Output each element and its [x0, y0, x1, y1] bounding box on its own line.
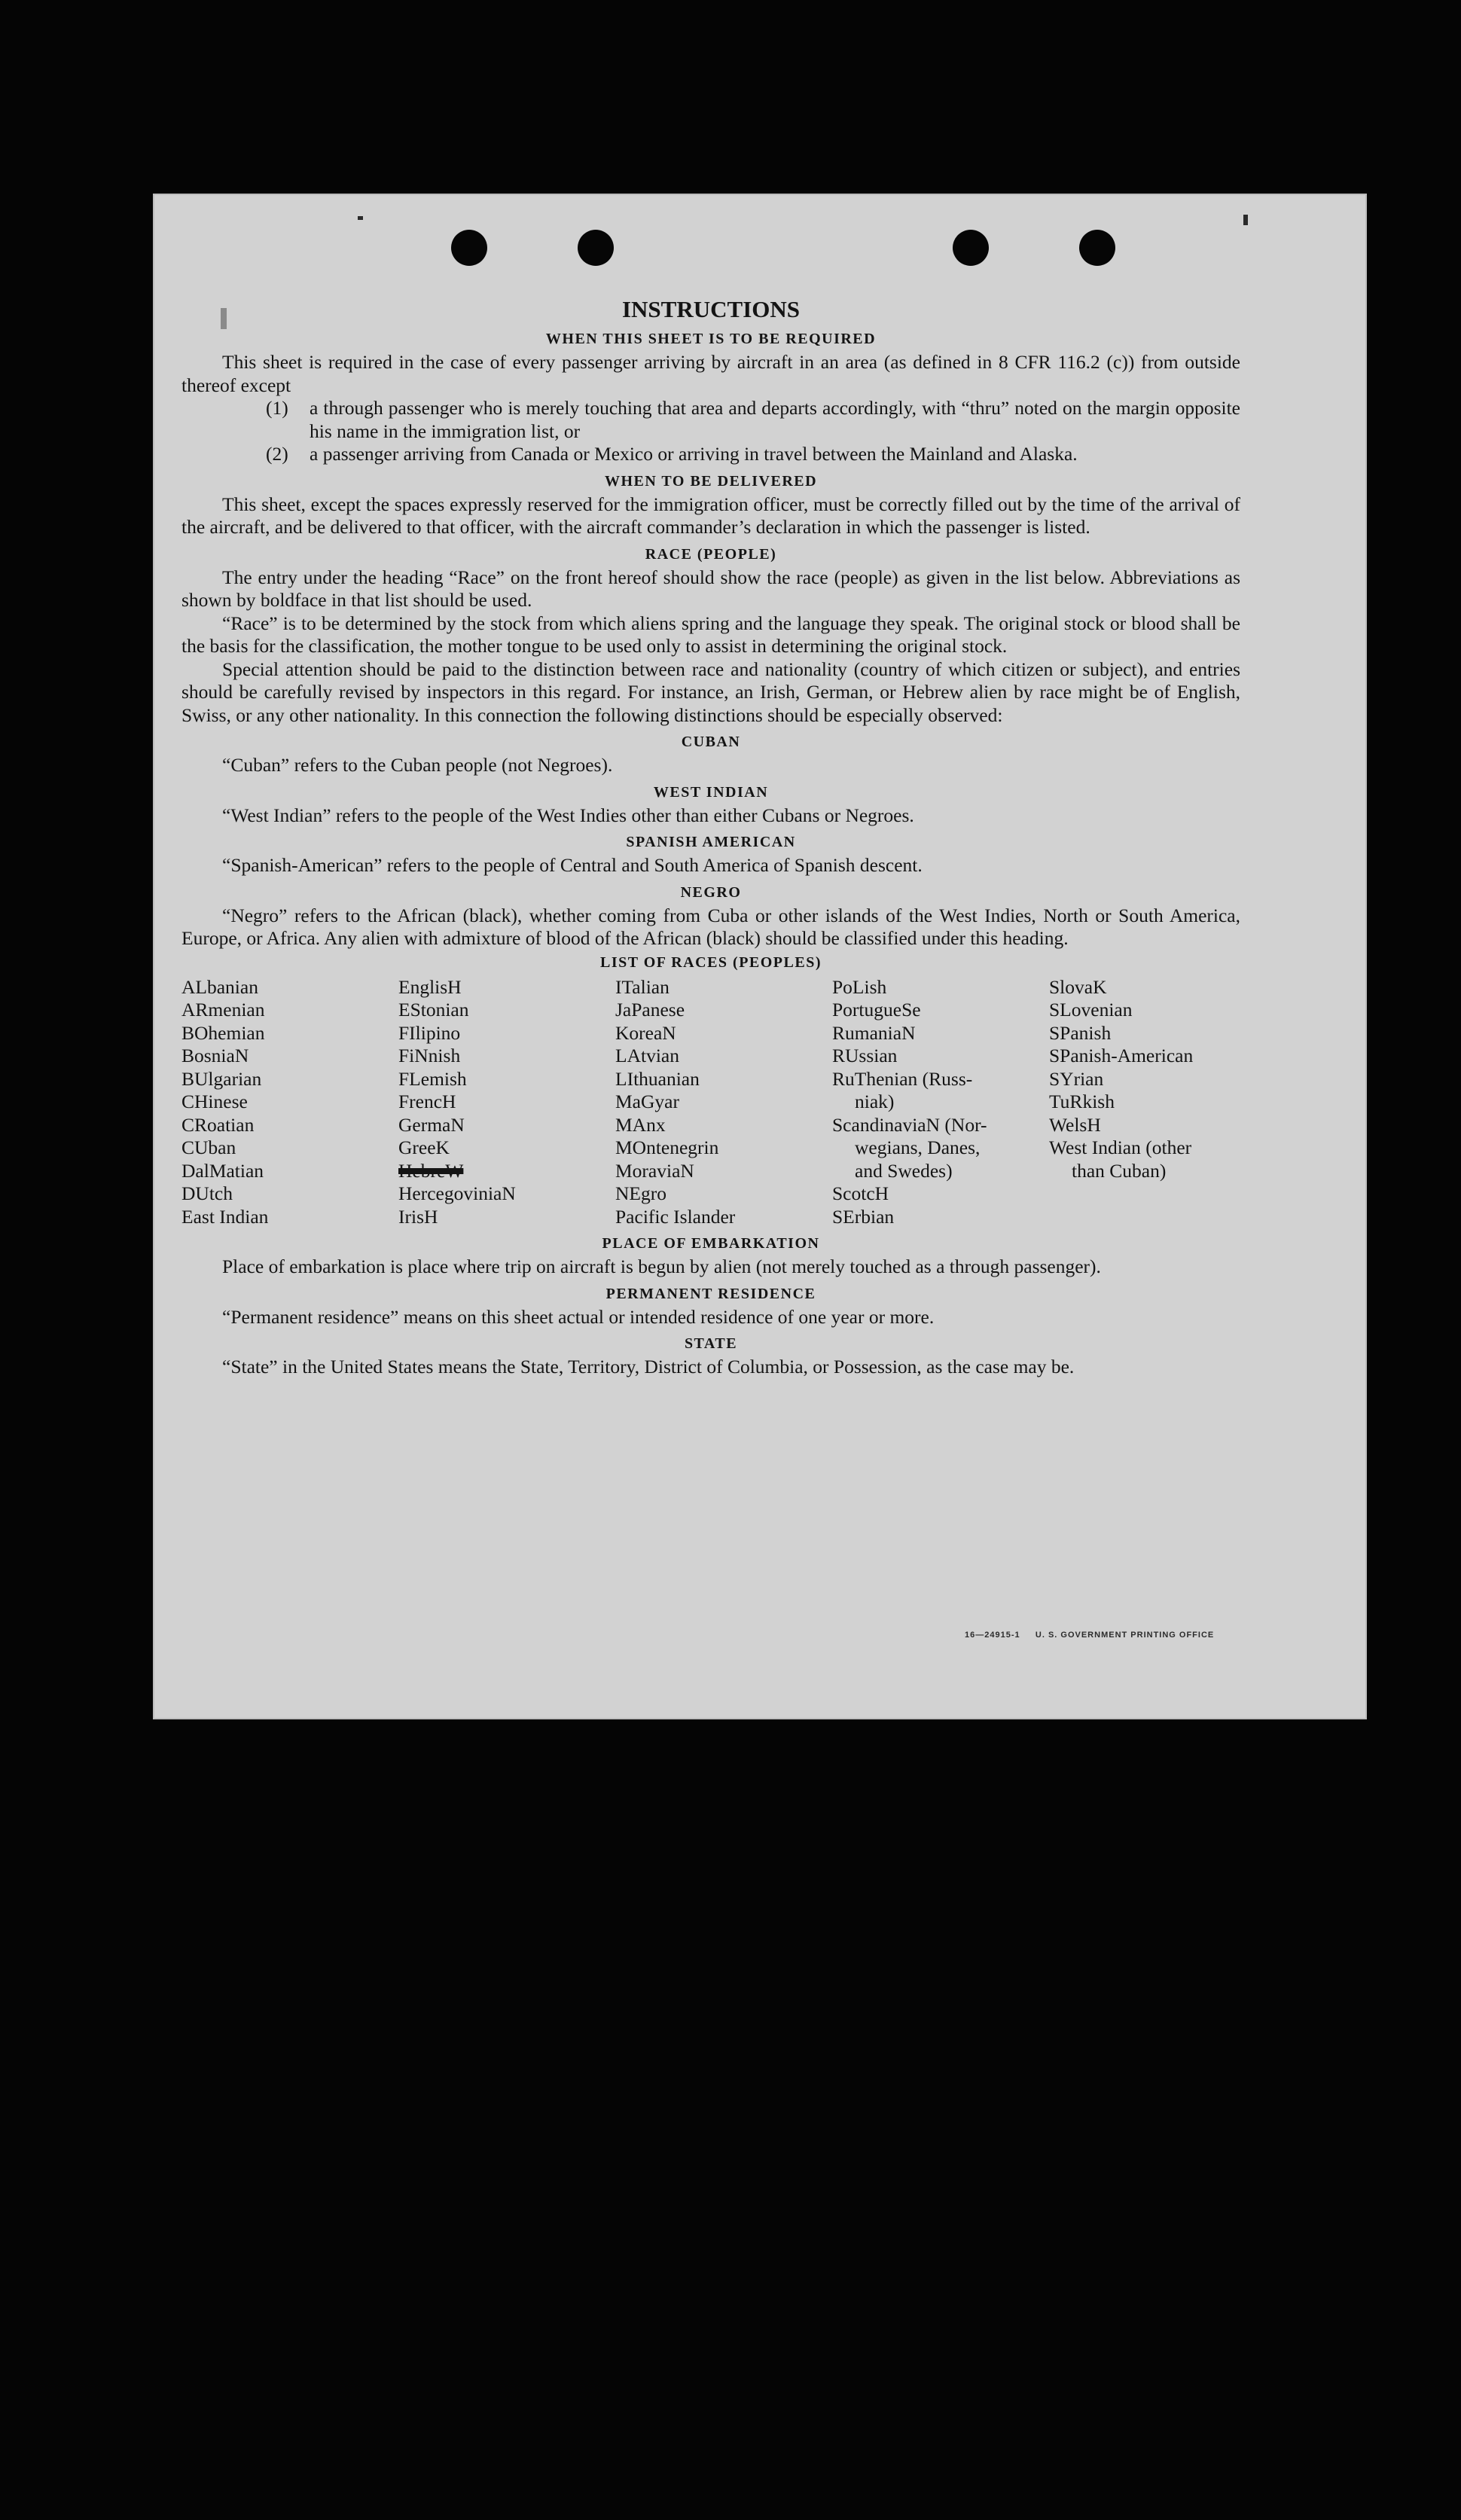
- ink-speck: [358, 216, 363, 220]
- race-entry-continued: and Swedes): [855, 1159, 953, 1182]
- race-entry: WelsH: [1049, 1113, 1101, 1136]
- punch-hole: [1079, 230, 1115, 266]
- race-entry: ScandinaviaN (Nor-: [832, 1113, 987, 1136]
- race-entry: PoLish: [832, 975, 887, 998]
- race-entry: GreeK: [398, 1136, 450, 1158]
- race-entry-continued: wegians, Danes,: [855, 1136, 981, 1158]
- race-entry-continued: niak): [855, 1091, 895, 1112]
- section-heading-when-required: WHEN THIS SHEET IS TO BE REQUIRED: [545, 331, 877, 347]
- document-page: [153, 194, 1367, 1719]
- race-entry: CUban: [181, 1136, 236, 1158]
- race-entry: MoraviaN: [615, 1159, 694, 1182]
- race-entry: West Indian (other: [1049, 1136, 1192, 1158]
- exception-item: [181, 443, 1240, 466]
- race-entry: ScotcH: [832, 1182, 889, 1204]
- race-entry: IrisH: [398, 1205, 438, 1228]
- when-required-intro: This sheet is required in the case of every passenger arriving by aircraft in an area (as defined in 8 CFR 116.2 (c)) from outside thereof except: [181, 351, 1240, 396]
- printer-name: U. S. GOVERNMENT PRINTING OFFICE: [1035, 1631, 1215, 1640]
- instructions-body: [181, 295, 1240, 1379]
- race-entry: CHinese: [181, 1091, 248, 1112]
- race-entry: LIthuanian: [615, 1067, 700, 1090]
- race-entry: PortugueSe: [832, 999, 921, 1021]
- race-entry-struck: HebreW: [398, 1159, 464, 1182]
- race-entry: GermaN: [398, 1113, 465, 1136]
- page-title: INSTRUCTIONS: [621, 296, 800, 322]
- negro-text: “Negro” refers to the African (black), whether coming from Cuba or other islands of the West Indies, North or South America, Europe, or Africa. Any alien with admixture of blood of the African (black) should be classified under this heading.: [181, 904, 1240, 949]
- race-entry: ARmenian: [181, 999, 265, 1021]
- section-heading-residence: PERMANENT RESIDENCE: [605, 1285, 816, 1302]
- race-entry: EnglisH: [398, 975, 462, 998]
- race-entry: DalMatian: [181, 1159, 264, 1182]
- punch-hole: [578, 230, 614, 266]
- race-entry: FLemish: [398, 1067, 467, 1090]
- section-heading-embarkation: PLACE OF EMBARKATION: [602, 1235, 820, 1252]
- list-of-races-heading: LIST OF RACES (PEOPLES): [599, 953, 822, 971]
- race-entry: NEgro: [615, 1182, 666, 1204]
- race-entry: LAtvian: [615, 1045, 679, 1066]
- item-text: a through passenger who is merely touching that area and departs accordingly, with “thru” noted on the margin opposite his name in the immigration list, or: [310, 397, 1240, 442]
- residence-text: “Permanent residence” means on this sheet actual or intended residence of one year or more.: [222, 1305, 935, 1328]
- race-column: [181, 976, 398, 1229]
- race-paragraph: The entry under the heading “Race” on the front hereof should show the race (people) as given in the list below. Abbreviations as shown by boldface in that list should be used.: [181, 566, 1240, 611]
- race-entry: FrencH: [398, 1091, 456, 1112]
- race-entry: Pacific Islander: [615, 1205, 736, 1228]
- race-entry: MaGyar: [615, 1091, 679, 1112]
- form-code: 16—24915-1: [965, 1631, 1020, 1640]
- when-delivered-text: This sheet, except the spaces expressly reserved for the immigration officer, must be correctly filled out by the time of the arrival of the aircraft, and be delivered to that officer, with the aircraft commander’s declaration in which the passenger is listed.: [181, 493, 1240, 538]
- exception-item: [181, 397, 1240, 443]
- race-entry: SPanish-American: [1049, 1045, 1194, 1066]
- race-entry: SYrian: [1049, 1067, 1104, 1090]
- race-entry: DUtch: [181, 1182, 233, 1204]
- race-entry: TuRkish: [1049, 1091, 1115, 1112]
- race-column: [832, 976, 1049, 1229]
- race-paragraph: Special attention should be paid to the distinction between race and nationality (country of which citizen or subject), and entries should be carefully revised by inspectors in this regard. For instance, an Irish, German, or Hebrew alien by race might be of English, Swiss, or any other nationality. In this connection the following distinctions should be especially observed:: [181, 657, 1240, 726]
- state-text: “State” in the United States means the State, Territory, District of Columbia, or Possession, as the case may be.: [222, 1356, 1075, 1377]
- race-entry: BosniaN: [181, 1045, 249, 1066]
- item-text: a passenger arriving from Canada or Mexico or arriving in travel between the Mainland and Alaska.: [310, 443, 1078, 465]
- race-entry: FIlipino: [398, 1021, 461, 1044]
- race-entry: ALbanian: [181, 975, 258, 998]
- race-entry: FiNnish: [398, 1045, 461, 1066]
- race-entry: MAnx: [615, 1113, 666, 1136]
- west-indian-text: “West Indian” refers to the people of the West Indies other than either Cubans or Negroes.: [222, 804, 914, 826]
- section-heading-west-indian: WEST INDIAN: [653, 783, 769, 801]
- race-entry: BOhemian: [181, 1021, 265, 1044]
- race-entry: SlovaK: [1049, 975, 1107, 998]
- race-entry: JaPanese: [615, 999, 685, 1021]
- race-list: [181, 976, 1240, 1229]
- section-heading-spanish-american: SPANISH AMERICAN: [626, 834, 796, 850]
- race-entry: SErbian: [832, 1205, 895, 1228]
- race-entry: EStonian: [398, 999, 469, 1021]
- race-entry: HercegoviniaN: [398, 1182, 516, 1204]
- race-paragraph: “Race” is to be determined by the stock from which aliens spring and the language they speak. The original stock or blood shall be the basis for the classification, the mother tongue to be used only to assist in determining the original stock.: [181, 612, 1240, 657]
- section-heading-when-delivered: WHEN TO BE DELIVERED: [604, 472, 818, 490]
- race-entry: RumaniaN: [832, 1021, 916, 1044]
- race-column: [1049, 976, 1266, 1229]
- race-column: [398, 976, 615, 1229]
- section-heading-negro: NEGRO: [680, 883, 742, 901]
- section-heading-race: RACE (PEOPLE): [645, 545, 777, 563]
- race-entry: SLovenian: [1049, 999, 1133, 1021]
- section-heading-state: STATE: [684, 1335, 738, 1352]
- race-entry: KoreaN: [615, 1021, 676, 1044]
- race-entry-continued: than Cuban): [1072, 1159, 1167, 1182]
- race-entry: RUssian: [832, 1045, 898, 1066]
- spanish-american-text: “Spanish-American” refers to the people of Central and South America of Spanish descent.: [222, 854, 923, 876]
- race-entry: ITalian: [615, 975, 669, 998]
- race-entry: BUlgarian: [181, 1067, 262, 1090]
- punch-hole: [953, 230, 989, 266]
- ink-speck: [1243, 215, 1248, 225]
- race-entry: RuThenian (Russ-: [832, 1067, 973, 1090]
- punch-hole: [451, 230, 487, 266]
- race-entry: MOntenegrin: [615, 1136, 719, 1158]
- cuban-text: “Cuban” refers to the Cuban people (not Negroes).: [222, 754, 613, 776]
- section-heading-cuban: CUBAN: [681, 734, 741, 750]
- item-number: (2): [266, 443, 288, 465]
- race-entry: CRoatian: [181, 1113, 255, 1136]
- race-entry: SPanish: [1049, 1021, 1112, 1044]
- race-entry: East Indian: [181, 1205, 269, 1228]
- printer-imprint: [965, 1631, 1214, 1640]
- item-number: (1): [266, 397, 288, 419]
- embarkation-text: Place of embarkation is place where trip on aircraft is begun by alien (not merely touched as a through passenger).: [222, 1255, 1101, 1277]
- race-column: [615, 976, 832, 1229]
